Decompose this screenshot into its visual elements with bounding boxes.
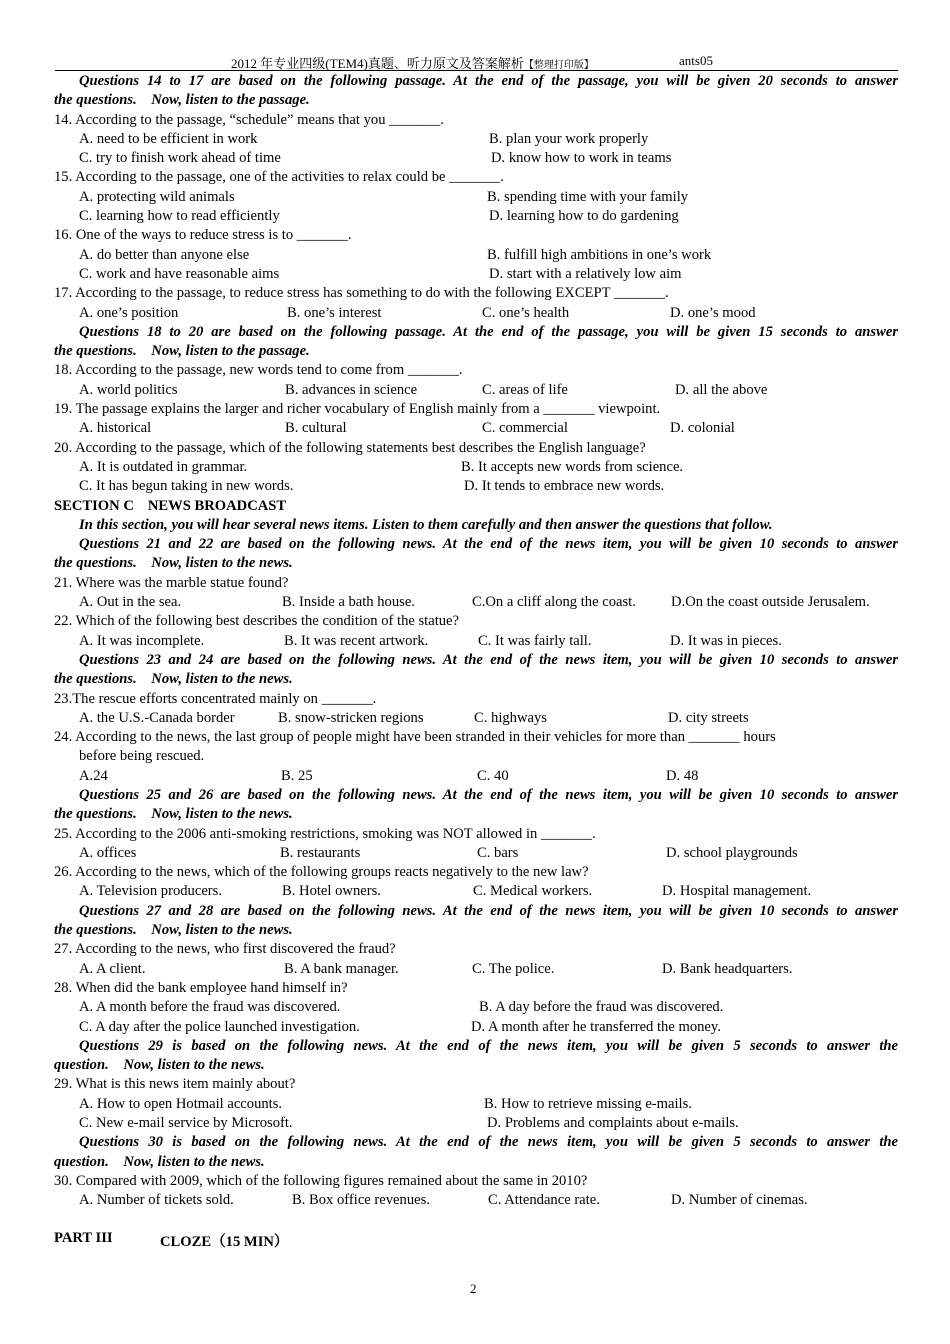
answer-options (54, 960, 898, 979)
answer-option: B. spending time with your family (487, 188, 689, 205)
answer-option: D. 48 (666, 767, 699, 784)
instruction-line: Questions 14 to 17 are based on the following passage. At the end of the passage, you will be given 20 seconds to answer (79, 73, 898, 89)
answer-options (54, 477, 898, 496)
question-stem-continued: before being rescued. (79, 748, 205, 765)
answer-option: D. school playgrounds (666, 844, 798, 861)
answer-option: D.On the coast outside Jerusalem. (671, 594, 870, 611)
answer-options (54, 381, 898, 400)
answer-options (54, 246, 898, 265)
section-label: SECTION C (54, 497, 134, 514)
answer-option: B. Inside a bath house. (282, 594, 415, 611)
answer-option: A. Television producers. (79, 883, 222, 900)
answer-option: B. It was recent artwork. (284, 632, 429, 649)
question-stem: 17. According to the passage, to reduce stress has something to do with the following EXCEPT _______. (54, 285, 669, 302)
answer-option: D. It tends to embrace new words. (464, 478, 665, 495)
section-heading (54, 497, 898, 516)
instruction-line: Questions 27 and 28 are based on the following news. At the end of the news item, you will be given 10 seconds to answer (79, 902, 898, 919)
answer-options (54, 130, 898, 149)
instruction-line: the questions. Now, listen to the news. (54, 671, 293, 688)
answer-options (54, 1095, 898, 1114)
answer-options (54, 1191, 898, 1210)
answer-option: A. It was incomplete. (79, 632, 205, 649)
question-stem: 15. According to the passage, one of the activities to relax could be _______. (54, 169, 504, 186)
answer-option: B. A bank manager. (284, 960, 399, 977)
answer-options (54, 593, 898, 612)
instruction-line: Questions 18 to 20 are based on the following passage. At the end of the passage, you will be given 15 seconds to answer (79, 323, 898, 340)
header-author: ants05 (679, 53, 713, 68)
answer-options (54, 1018, 898, 1037)
answer-options (54, 458, 898, 477)
answer-option: B. Hotel owners. (282, 883, 381, 900)
answer-option: C. It has begun taking in new words. (79, 478, 294, 495)
answer-option: A. one’s position (79, 304, 179, 321)
answer-option: C.On a cliff along the coast. (472, 594, 636, 611)
answer-option: A. A month before the fraud was discovered. (79, 999, 341, 1016)
question-stem: 14. According to the passage, “schedule” means that you _______. (54, 111, 444, 128)
answer-option: B. Box office revenues. (292, 1192, 430, 1209)
answer-option: C. work and have reasonable aims (79, 265, 280, 282)
answer-option: C. A day after the police launched investigation. (79, 1018, 360, 1035)
answer-option: B. A day before the fraud was discovered. (479, 999, 724, 1016)
answer-option: A. protecting wild animals (79, 188, 235, 205)
answer-options (54, 1114, 898, 1133)
question-stem: 22. Which of the following best describes the condition of the statue? (54, 613, 460, 630)
answer-options (54, 419, 898, 438)
answer-option: A. do better than anyone else (79, 246, 250, 263)
answer-options (54, 207, 898, 226)
question-stem: 18. According to the passage, new words tend to come from _______. (54, 362, 463, 379)
answer-option: A. How to open Hotmail accounts. (79, 1095, 283, 1112)
instruction-line: Questions 25 and 26 are based on the following news. At the end of the news item, you will be given 10 seconds to answer (79, 786, 898, 803)
answer-option: A. It is outdated in grammar. (79, 458, 248, 475)
instruction-line: the questions. Now, listen to the news. (54, 922, 293, 939)
answer-option: A.24 (79, 767, 108, 784)
instruction-line: question. Now, listen to the news. (54, 1057, 265, 1074)
answer-option: A. offices (79, 844, 137, 861)
answer-option: D. all the above (675, 381, 768, 398)
answer-options (54, 149, 898, 168)
answer-option: D. It was in pieces. (670, 632, 782, 649)
answer-option: C. 40 (477, 767, 509, 784)
answer-option: D. city streets (668, 709, 749, 726)
question-stem: 29. What is this news item mainly about? (54, 1076, 296, 1093)
answer-options (54, 188, 898, 207)
answer-options (54, 632, 898, 651)
answer-option: A. the U.S.-Canada border (79, 709, 235, 726)
instruction-line: Questions 30 is based on the following news. At the end of the news item, you will be given 5 seconds to answer the (79, 1134, 898, 1151)
instruction-line: the questions. Now, listen to the news. (54, 806, 293, 823)
section-title: NEWS BROADCAST (147, 497, 287, 514)
answer-option: B. snow-stricken regions (278, 709, 424, 726)
answer-options (54, 709, 898, 728)
answer-option: C. The police. (472, 960, 555, 977)
answer-option: B. advances in science (285, 381, 418, 398)
answer-option: B. fulfill high ambitions in one’s work (487, 246, 712, 263)
answer-option: B. one’s interest (287, 304, 382, 321)
answer-option: B. How to retrieve missing e-mails. (484, 1095, 692, 1112)
question-stem: 24. According to the news, the last group of people might have been stranded in their vehicles for more than _______ hours (54, 729, 776, 746)
question-list (54, 72, 898, 1211)
part-heading (54, 1230, 289, 1250)
answer-option: B. 25 (281, 767, 313, 784)
answer-options (54, 767, 898, 786)
question-stem: 23.The rescue efforts concentrated mainly on _______. (54, 690, 377, 707)
answer-option: D. start with a relatively low aim (489, 265, 682, 282)
answer-option: C. It was fairly tall. (478, 632, 592, 649)
answer-options (54, 998, 898, 1017)
part-label: PART III (54, 1230, 113, 1246)
question-stem: 25. According to the 2006 anti-smoking restrictions, smoking was NOT allowed in _______. (54, 825, 596, 842)
instruction-line: In this section, you will hear several news items. Listen to them carefully and then answer the questions that follow. (79, 516, 773, 533)
answer-option: B. It accepts new words from science. (461, 458, 684, 475)
answer-options (54, 844, 898, 863)
answer-option: D. Problems and complaints about e-mails. (487, 1115, 739, 1132)
instruction-line: the questions. Now, listen to the passage. (54, 343, 310, 360)
instruction-line: the questions. Now, listen to the news. (54, 555, 293, 572)
question-stem: 27. According to the news, who first discovered the fraud? (54, 941, 396, 958)
answer-option: A. historical (79, 420, 152, 437)
answer-option: A. world politics (79, 381, 178, 398)
answer-options (54, 882, 898, 901)
instruction-line: Questions 21 and 22 are based on the following news. At the end of the news item, you will be given 10 seconds to answer (79, 536, 898, 553)
answer-option: C. Medical workers. (473, 883, 593, 900)
answer-option: C. New e-mail service by Microsoft. (79, 1115, 293, 1132)
answer-option: B. cultural (285, 420, 347, 437)
instruction-line: Questions 29 is based on the following news. At the end of the news item, you will be given 5 seconds to answer the (79, 1037, 898, 1054)
answer-options (54, 265, 898, 284)
answer-option: A. A client. (79, 960, 146, 977)
answer-option: B. restaurants (280, 844, 361, 861)
answer-option: C. highways (474, 709, 547, 726)
answer-option: A. Number of tickets sold. (79, 1192, 234, 1209)
answer-option: D. A month after he transferred the money. (471, 1018, 721, 1035)
question-stem: 21. Where was the marble statue found? (54, 574, 289, 591)
question-stem: 26. According to the news, which of the following groups reacts negatively to the new law? (54, 864, 589, 881)
part-title: CLOZE（15 MIN） (160, 1234, 289, 1250)
answer-option: D. colonial (670, 420, 735, 437)
instruction-line: the questions. Now, listen to the passage. (54, 92, 310, 109)
question-stem: 19. The passage explains the larger and richer vocabulary of English mainly from a _______ viewpoint. (54, 401, 661, 418)
page-header (55, 53, 898, 71)
answer-option: C. commercial (482, 420, 568, 437)
question-stem: 20. According to the passage, which of the following statements best describes the English language? (54, 439, 646, 456)
answer-option: A. Out in the sea. (79, 594, 182, 611)
answer-option: D. Hospital management. (662, 883, 812, 900)
answer-options (54, 304, 898, 323)
answer-option: D. know how to work in teams (491, 150, 672, 167)
answer-option: D. Bank headquarters. (662, 960, 793, 977)
question-stem: 28. When did the bank employee hand himself in? (54, 979, 348, 996)
answer-option: C. one’s health (482, 304, 570, 321)
answer-option: D. Number of cinemas. (671, 1192, 808, 1209)
answer-option: C. try to finish work ahead of time (79, 150, 281, 167)
answer-option: C. areas of life (482, 381, 568, 398)
instruction-line: question. Now, listen to the news. (54, 1153, 265, 1170)
instruction-line: Questions 23 and 24 are based on the following news. At the end of the news item, you will be given 10 seconds to answer (79, 651, 898, 668)
answer-option: C. learning how to read efficiently (79, 208, 280, 225)
answer-option: D. one’s mood (670, 304, 756, 321)
header-tag: 【整理打印版】 (523, 60, 594, 71)
answer-option: C. bars (477, 844, 519, 861)
header-title: 2012 年专业四级(TEM4)真题、听力原文及答案解析【整理打印版】 (231, 56, 594, 71)
answer-option: A. need to be efficient in work (79, 130, 258, 147)
question-stem: 16. One of the ways to reduce stress is to _______. (54, 227, 352, 244)
answer-option: B. plan your work properly (489, 130, 649, 147)
question-stem: 30. Compared with 2009, which of the following figures remained about the same in 2010? (54, 1172, 588, 1189)
answer-option: C. Attendance rate. (488, 1192, 600, 1209)
page-number: 2 (470, 1281, 477, 1296)
answer-option: D. learning how to do gardening (489, 208, 679, 225)
